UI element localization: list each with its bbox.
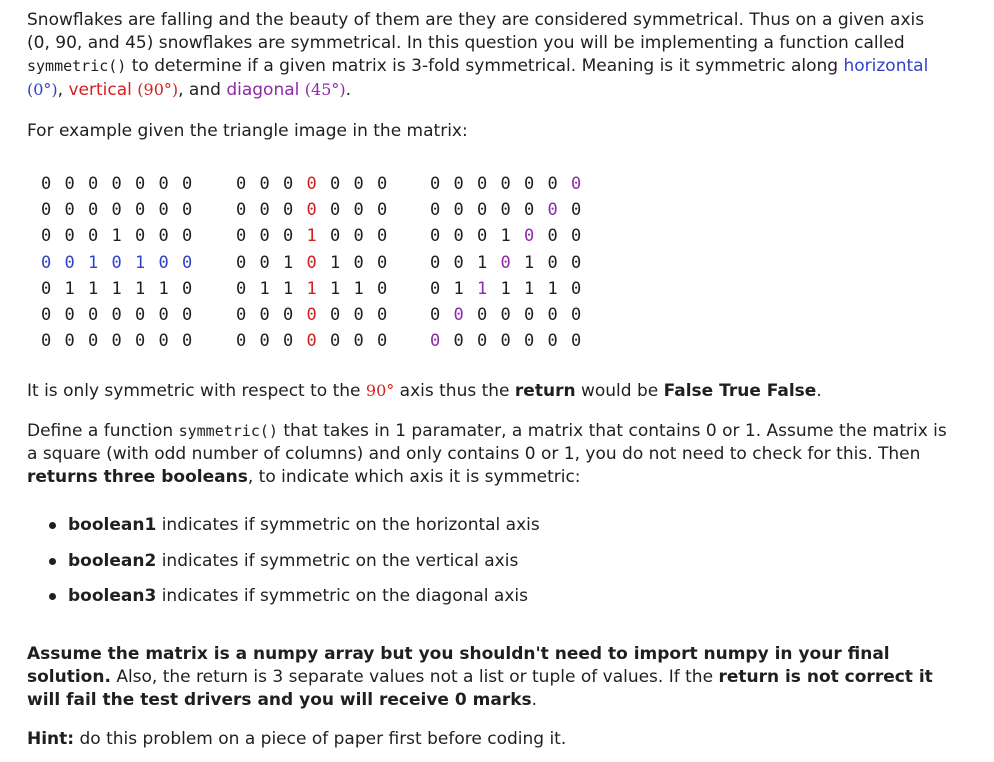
matrix-cell: 0 [500,304,511,325]
matrix-cell: 0 [500,200,511,221]
matrix-cell: 0 [571,278,582,299]
matrix-cell: 1 [259,278,270,299]
matrix-cell: 0 [353,304,364,325]
matrix-cell: 0 [111,252,122,273]
matrix-row [236,276,401,302]
matrix-cell: 0 [236,200,247,221]
matrix-cell: 0 [571,331,582,352]
matrix-cell: 1 [524,278,535,299]
matrix-cell: 0 [453,200,464,221]
matrix-cell: 1 [306,278,317,299]
matrix-cell: 0 [306,331,317,352]
matrix-cell: 0 [571,304,582,325]
matrix-cell: 0 [135,304,146,325]
matrix-row [41,250,206,276]
matrix-cell: 0 [135,174,146,194]
matrix-row [41,302,206,328]
matrix-cell: 0 [259,331,270,352]
matrix-cell: 0 [430,174,441,194]
matrix-cell: 0 [306,200,317,221]
matrix-cell: 0 [524,226,535,247]
matrix-cell: 0 [571,174,582,194]
matrix-cell: 0 [158,200,169,221]
matrix-cell: 0 [158,174,169,194]
matrix-cell: 1 [524,252,535,273]
matrix-cell: 0 [547,200,558,221]
matrix-cell: 0 [430,304,441,325]
matrix-cell: 1 [88,278,99,299]
matrix-cell: 0 [306,252,317,273]
matrix-cell: 0 [477,331,488,352]
matrix-cell: 0 [88,304,99,325]
matrix-cell: 1 [477,278,488,299]
matrix-cell: 0 [158,226,169,247]
matrix-row [236,250,401,276]
matrix-cell: 0 [158,304,169,325]
matrix-cell: 0 [41,278,52,299]
matrix-cell: 0 [524,200,535,221]
matrix-cell: 0 [111,304,122,325]
matrix-cell: 0 [306,174,317,194]
matrix-cell: 1 [135,252,146,273]
matrix-cell: 0 [182,331,193,352]
matrix-cell: 1 [158,278,169,299]
matrix-cell: 0 [259,200,270,221]
matrix-cell: 0 [477,174,488,194]
matrix-row [430,223,595,249]
matrix-row [430,197,595,223]
matrix-cell: 0 [330,331,341,352]
matrix-row [236,197,401,223]
matrix-cell: 0 [64,200,75,221]
matrix-cell: 1 [306,226,317,247]
matrix-row [41,197,206,223]
intro-paragraph: Snowflakes are falling and the beauty of them are they are considered symmetrical. Thus on a given axis (0, 90, and 45) snowflakes are symmetrical. In this question you will be implementing a function called symmetric() to determine if a given matrix is 3-fold symmetrical. Meaning is it symmetric along horizontal (0°), vertical (90°), and diagonal (45°). [27,10,929,100]
matrix-cell: 0 [88,331,99,352]
matrix-cell: 0 [236,226,247,247]
boolean-list [27,514,540,621]
matrix-cell: 0 [547,331,558,352]
matrix-row [430,276,595,302]
inline-code-symmetric: symmetric() [27,57,127,75]
matrix-row [41,276,206,302]
matrix-cell: 1 [477,252,488,273]
matrix-cell: 0 [353,252,364,273]
matrix-cell: 0 [64,226,75,247]
matrix-cell: 1 [283,252,294,273]
matrix-diagonal-example [430,171,595,354]
result-values: False True False [663,381,817,401]
matrix-cell: 0 [64,174,75,194]
matrix-cell: 1 [453,278,464,299]
matrix-cell: 0 [500,331,511,352]
hint-paragraph: Hint: do this problem on a piece of paper first before coding it. [27,729,567,749]
matrix-cell: 0 [41,252,52,273]
matrix-cell: 0 [236,278,247,299]
matrix-row [236,302,401,328]
matrix-cell: 0 [500,174,511,194]
matrix-cell: 0 [453,304,464,325]
matrix-vertical-example [236,171,401,354]
matrix-cell: 0 [430,278,441,299]
matrix-cell: 0 [182,174,193,194]
matrix-cell: 0 [259,226,270,247]
matrix-row [236,328,401,354]
matrix-cell: 0 [88,226,99,247]
matrix-cell: 1 [330,252,341,273]
matrix-cell: 1 [500,226,511,247]
matrix-cell: 0 [524,331,535,352]
matrix-cell: 0 [158,252,169,273]
matrix-cell: 0 [283,174,294,194]
matrix-cell: 0 [547,226,558,247]
horizontal-label: horizontal (0°) [27,56,929,99]
matrix-row [430,250,595,276]
matrix-cell: 0 [453,331,464,352]
matrix-row [430,171,595,197]
matrix-cell: 0 [477,200,488,221]
matrix-cell: 0 [353,174,364,194]
matrix-cell: 1 [111,226,122,247]
matrix-cell: 0 [377,174,388,194]
list-item: boolean3 indicates if symmetric on the diagonal axis [27,585,540,621]
matrix-row [236,171,401,197]
matrix-cell: 0 [135,200,146,221]
matrix-cell: 0 [430,200,441,221]
matrix-cell: 1 [111,278,122,299]
matrix-cell: 1 [500,278,511,299]
matrix-cell: 1 [353,278,364,299]
matrix-cell: 0 [571,252,582,273]
matrix-cell: 0 [353,226,364,247]
result-paragraph: It is only symmetric with respect to the 90° axis thus the return would be False True False. [27,381,822,401]
result-degree: 90° [365,381,395,400]
matrix-cell: 0 [64,252,75,273]
matrix-row [430,302,595,328]
matrix-cell: 0 [111,174,122,194]
assume-paragraph: Assume the matrix is a numpy array but you shouldn't need to import numpy in your final solution. Also, the return is 3 separate values not a list or tuple of values. If the return is not correct it will fail the test drivers and you will receive 0 marks. [27,644,933,710]
matrix-cell: 1 [283,278,294,299]
matrix-cell: 0 [259,174,270,194]
matrix-cell: 0 [353,200,364,221]
matrix-cell: 0 [377,304,388,325]
inline-code-symmetric-2: symmetric() [178,422,278,440]
matrix-cell: 0 [330,200,341,221]
matrix-cell: 0 [330,226,341,247]
matrix-cell: 0 [377,200,388,221]
matrix-cell: 0 [283,226,294,247]
list-item: boolean2 indicates if symmetric on the vertical axis [27,550,540,586]
define-paragraph: Define a function symmetric() that takes in 1 paramater, a matrix that contains 0 or 1. Assume the matrix is a square (with odd number of columns) and only contains 0 or 1, you do not need to check for this. Then returns three booleans, to indicate which axis it is symmetric: [27,421,947,487]
matrix-cell: 0 [41,200,52,221]
matrix-cell: 0 [259,252,270,273]
matrix-cell: 0 [111,200,122,221]
matrix-cell: 0 [236,252,247,273]
matrix-row [430,328,595,354]
matrix-row [41,223,206,249]
vertical-label: vertical (90°) [68,80,179,100]
matrix-cell: 0 [500,252,511,273]
matrix-cell: 0 [135,331,146,352]
matrix-cell: 0 [430,331,441,352]
matrix-cell: 0 [64,331,75,352]
matrix-cell: 0 [330,174,341,194]
matrix-cell: 0 [41,174,52,194]
matrix-cell: 0 [236,304,247,325]
matrix-cell: 0 [88,200,99,221]
matrix-cell: 0 [547,252,558,273]
matrix-cell: 0 [64,304,75,325]
matrix-cell: 0 [41,331,52,352]
matrix-row [41,328,206,354]
matrix-cell: 0 [182,304,193,325]
matrix-cell: 0 [477,304,488,325]
list-item: boolean1 indicates if symmetric on the horizontal axis [27,514,540,550]
matrix-cell: 0 [283,200,294,221]
matrix-cell: 1 [64,278,75,299]
matrix-cell: 0 [111,331,122,352]
matrix-cell: 0 [182,252,193,273]
matrix-cell: 0 [135,226,146,247]
matrix-cell: 0 [353,331,364,352]
matrix-cell: 0 [377,226,388,247]
matrix-cell: 0 [571,226,582,247]
matrix-cell: 0 [182,278,193,299]
matrix-cell: 0 [41,226,52,247]
matrix-cell: 0 [477,226,488,247]
matrix-cell: 0 [430,252,441,273]
matrix-cell: 1 [547,278,558,299]
matrix-row [236,223,401,249]
matrix-cell: 0 [306,304,317,325]
matrix-cell: 0 [453,174,464,194]
matrix-cell: 0 [377,331,388,352]
matrix-cell: 0 [88,174,99,194]
matrix-row [41,171,206,197]
matrix-cell: 0 [283,331,294,352]
matrix-cell: 0 [41,304,52,325]
matrix-cell: 0 [182,200,193,221]
matrix-cell: 0 [259,304,270,325]
matrix-cell: 0 [377,278,388,299]
matrix-cell: 0 [377,252,388,273]
matrix-cell: 0 [236,331,247,352]
matrix-cell: 1 [330,278,341,299]
matrix-cell: 0 [453,226,464,247]
matrix-cell: 0 [453,252,464,273]
example-intro: For example given the triangle image in the matrix: [27,121,468,141]
matrix-cell: 1 [88,252,99,273]
matrix-cell: 0 [182,226,193,247]
matrix-cell: 0 [330,304,341,325]
matrix-cell: 0 [547,174,558,194]
matrix-cell: 0 [283,304,294,325]
matrix-cell: 0 [524,304,535,325]
matrix-cell: 0 [430,226,441,247]
matrix-cell: 0 [158,331,169,352]
matrix-cell: 0 [547,304,558,325]
matrix-horizontal-example [41,171,206,354]
matrix-cell: 1 [135,278,146,299]
diagonal-label: diagonal (45°) [226,80,346,100]
matrix-cell: 0 [524,174,535,194]
matrix-cell: 0 [236,174,247,194]
matrix-cell: 0 [571,200,582,221]
